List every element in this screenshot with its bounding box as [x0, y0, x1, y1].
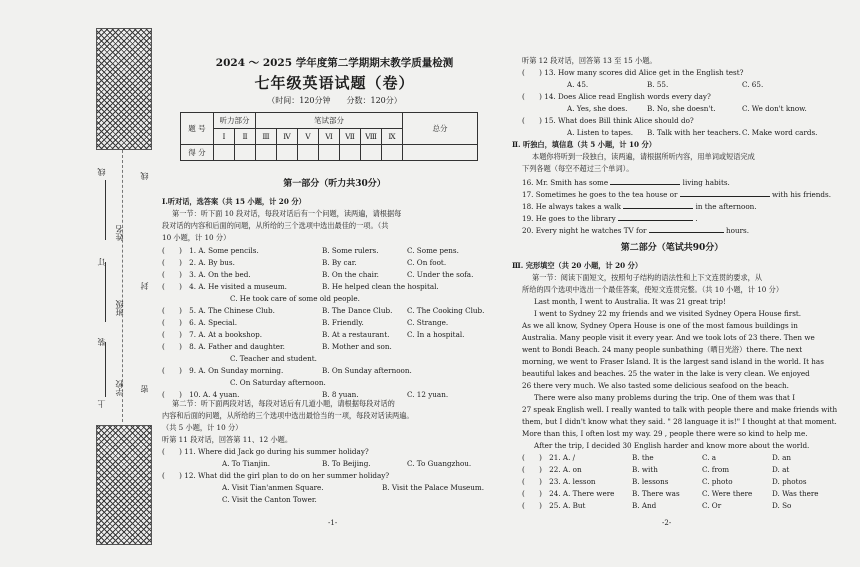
numeral-cell: Ⅶ — [340, 129, 361, 145]
time-score-info: （时间：120分钟 分数：120分） — [267, 96, 402, 105]
fill-question-18: 18. He always takes a walk in the afternoon. — [522, 202, 757, 211]
fill-question-17: 17. Sometimes he goes to the tea house or with his friends. — [522, 190, 832, 199]
passage-line: After the trip, I decided 30 English harder and know more about the world. — [534, 441, 810, 450]
q12-option-b: B. Visit the Palace Museum. — [382, 483, 485, 492]
question-12: ( ) 12. What did the girl plan to do on her summer holiday? — [162, 471, 390, 480]
answer-blank[interactable] — [610, 176, 680, 185]
q21-option-b: B. the — [632, 453, 654, 462]
section2-title: Ⅱ. 听独白，填信息（共 5 小题，计 10 分） — [512, 140, 656, 149]
numeral-cell: Ⅴ — [298, 129, 319, 145]
score-table-header: 题 号 — [181, 113, 214, 145]
score-cell[interactable] — [403, 145, 478, 161]
q5-option-b: B. The Dance Club. — [322, 306, 393, 315]
score-cell[interactable] — [277, 145, 298, 161]
q24-option-d: D. Was there — [772, 489, 819, 498]
q9-option-b: B. On Sunday afternoon. — [322, 366, 412, 375]
page-number-1: -1- — [328, 519, 338, 527]
total-header: 总分 — [403, 113, 478, 145]
score-cell[interactable] — [382, 145, 403, 161]
q8-option-b: B. Mother and son. — [322, 342, 392, 351]
question-9: ( ) 9. A. On Sunday morning. — [162, 366, 284, 375]
q4-option-c: C. He took care of some old people. — [230, 294, 360, 303]
passage-line: morning, we went to Fraser Island. It is the largest sand island in the world. It has — [522, 357, 824, 366]
exam-subject-title: 七年级英语试题（卷） — [254, 74, 415, 92]
section1-title: Ⅰ.听对话，选答案（共 15 小题，计 20 分） — [162, 197, 306, 206]
q21-option-d: D. an — [772, 453, 791, 462]
passage-line: As we all know, Sydney Opera House is one of the most famous buildings in — [522, 321, 798, 330]
section1-intro: 段对话的内容和后面的问题，从所给的三个选项中选出最佳的一项。（共 — [162, 221, 389, 230]
q2-option-c: C. On foot. — [407, 258, 447, 267]
fill-question-16: 16. Mr. Smith has some living habits. — [522, 178, 730, 187]
q24-option-b: B. There was — [632, 489, 680, 498]
school-blank-line — [105, 342, 106, 397]
q9-option-c: C. On Saturday afternoon. — [230, 378, 326, 387]
section3-intro: 第一节：阅读下面短文，按照句子结构的语法性和上下文连贯的要求，从 — [532, 273, 763, 282]
q3-option-b: B. On the chair. — [322, 270, 379, 279]
q8-option-c: C. Teacher and student. — [230, 354, 317, 363]
page-number-2: -2- — [662, 519, 672, 527]
class-label: 班级 — [115, 300, 124, 316]
numeral-cell: Ⅷ — [361, 129, 382, 145]
q13-option-b: B. 55. — [647, 80, 669, 89]
q14-option-c: C. We don't know. — [742, 104, 807, 113]
question-15: ( ) 15. What does Bill think Alice should do? — [522, 116, 694, 125]
answer-blank[interactable] — [623, 200, 693, 209]
question-13: ( ) 13. How many scores did Alice get in the English test? — [522, 68, 744, 77]
q11-option-b: B. To Beijing. — [322, 459, 371, 468]
score-cell[interactable] — [361, 145, 382, 161]
hatch-pattern-bottom — [96, 425, 152, 545]
q14-option-b: B. No, she doesn't. — [647, 104, 716, 113]
section2-intro: （共 5 小题，计 10 分） — [162, 423, 243, 432]
passage-line: 27 speak English well. I really wanted to talk with people there and make friends with — [522, 405, 838, 414]
section2-intro: 本题你将听到一段独白，读两遍，请根据所听内容，用单词或短语完成 — [532, 152, 755, 161]
q15-option-c: C. Make word cards. — [742, 128, 818, 137]
answer-blank[interactable] — [680, 188, 770, 197]
q13-option-c: C. 65. — [742, 80, 764, 89]
score-table — [180, 112, 478, 161]
passage-line: beautiful lakes and beaches. 25 the water in the lake is very clean. We enjoyed — [522, 369, 810, 378]
question-8: ( ) 8. A. Father and daughter. — [162, 342, 285, 351]
section2-intro: 第二节：听下面两段对话，每段对话后有几道小题，请根据每段对话的 — [172, 399, 395, 408]
score-row-label: 得 分 — [181, 145, 214, 161]
passage-line: More than this, I often lost my way. 29 , people there were so kind to help me. — [522, 429, 808, 438]
passage-line: Last month, I went to Australia. It was 21 great trip! — [534, 297, 726, 306]
question-1: ( ) 1. A. Some pencils. — [162, 246, 259, 255]
numeral-cell: Ⅱ — [235, 129, 256, 145]
margin-line-label-2: 线 — [140, 172, 149, 180]
q21-option-c: C. a — [702, 453, 717, 462]
q25-option-c: C. Or — [702, 501, 722, 510]
question-2: ( ) 2. A. By bus. — [162, 258, 235, 267]
q7-option-b: B. At a restaurant. — [322, 330, 390, 339]
q15-option-a: A. Listen to tapes. — [567, 128, 634, 137]
passage-line: them, but I didn't know what they said. " 28 language it is!" I thought at that moment. — [522, 417, 837, 426]
exam-year-title: 2024 ～ 2025 学年度第二学期期末教学质量检测 — [215, 57, 454, 69]
score-cell[interactable] — [214, 145, 235, 161]
margin-fold-label: 装 — [97, 338, 106, 346]
passage-line: I went to Sydney 22 my friends and we visited Sydney Opera House first. — [534, 309, 802, 318]
q13-option-a: A. 45. — [567, 80, 589, 89]
passage-line: went to Bondi Beach. 24 many people sunbathing（晒日光浴）there. The next — [522, 345, 803, 354]
q11-option-a: A. To Tianjin. — [222, 459, 271, 468]
q15-option-b: B. Talk with her teachers. — [647, 128, 741, 137]
q1-option-c: C. Some pens. — [407, 246, 459, 255]
question-5: ( ) 5. A. The Chinese Club. — [162, 306, 275, 315]
q10-option-c: C. 12 yuan. — [407, 390, 449, 399]
answer-blank[interactable] — [649, 224, 724, 233]
question-4: ( ) 4. A. He visited a museum. — [162, 282, 287, 291]
answer-blank[interactable] — [618, 212, 693, 221]
q12-option-c: C. Visit the Canton Tower. — [222, 495, 317, 504]
part2-title: 第二部分（笔试共90分） — [620, 243, 724, 253]
q4-option-b: B. He helped clean the hospital. — [322, 282, 439, 291]
question-10: ( ) 10. A. 4 yuan. — [162, 390, 240, 399]
q12-option-a: A. Visit Tian'anmen Square. — [222, 483, 324, 492]
question-6: ( ) 6. A. Special. — [162, 318, 238, 327]
name-label: 姓名 — [115, 225, 124, 241]
question-21: ( ) 21. A. / — [522, 453, 576, 462]
section3-title: Ⅲ. 完形填空（共 20 小题，计 20 分） — [512, 261, 643, 270]
fill-question-20: 20. Every night he watches TV for hours. — [522, 226, 750, 235]
margin-line-label: 线 — [97, 168, 106, 176]
q3-option-c: C. Under the sofa. — [407, 270, 474, 279]
passage-line: Australia. Many people visit it every year. And we took lots of 23 there. Then we — [522, 333, 815, 342]
q24-option-c: C. Were there — [702, 489, 753, 498]
q22-option-c: C. from — [702, 465, 730, 474]
q11-option-c: C. To Guangzhou. — [407, 459, 472, 468]
name-blank-line — [105, 180, 106, 240]
numeral-cell: Ⅵ — [319, 129, 340, 145]
q22-option-b: B. with — [632, 465, 658, 474]
question-24: ( ) 24. A. There were — [522, 489, 615, 498]
q14-option-a: A. Yes, she does. — [567, 104, 628, 113]
passage-line: There were also many problems during the trip. One of them was that I — [534, 393, 796, 402]
score-cell[interactable] — [298, 145, 319, 161]
score-cell[interactable] — [340, 145, 361, 161]
q6-option-b: B. Friendly. — [322, 318, 364, 327]
section2-intro: 下列各题（每空不超过三个单词）。 — [522, 164, 634, 173]
numeral-cell: Ⅰ — [214, 129, 235, 145]
section1-intro: 第一节：听下面 10 段对话，每段对话后有一个问题，读两遍，请根据每 — [172, 209, 402, 218]
dialogue12-intro: 听第 12 段对话，回答第 13 至 15 小题。 — [522, 56, 657, 65]
passage-line: 26 there very much. We also tasted some delicious seafood on the beach. — [522, 381, 789, 390]
q22-option-d: D. at — [772, 465, 790, 474]
numeral-cell: Ⅸ — [382, 129, 403, 145]
score-cell[interactable] — [256, 145, 277, 161]
question-22: ( ) 22. A. on — [522, 465, 582, 474]
q23-option-c: C. photo — [702, 477, 733, 486]
question-3: ( ) 3. A. On the bed. — [162, 270, 251, 279]
numeral-cell: Ⅳ — [277, 129, 298, 145]
q6-option-c: C. Strange. — [407, 318, 449, 327]
written-header: 笔试部分 — [256, 113, 403, 129]
school-label: 学校 — [115, 380, 124, 396]
q25-option-b: B. And — [632, 501, 657, 510]
dialogue11-intro: 听第 11 段对话，回答第 11、12 小题。 — [162, 435, 293, 444]
question-11: ( ) 11. Where did Jack go during his summer holiday? — [162, 447, 369, 456]
question-14: ( ) 14. Does Alice read English words every day? — [522, 92, 711, 101]
q10-option-b: B. 8 yuan. — [322, 390, 359, 399]
q5-option-c: C. The Cooking Club. — [407, 306, 485, 315]
q23-option-d: D. photos — [772, 477, 807, 486]
question-7: ( ) 7. A. At a bookshop. — [162, 330, 263, 339]
q7-option-c: C. In a hospital. — [407, 330, 465, 339]
margin-seal-label: 封 — [140, 282, 149, 290]
q1-option-b: B. Some rulers. — [322, 246, 379, 255]
margin-dense-label: 密 — [140, 385, 149, 393]
section3-intro: 所给的四个选项中选出一个最佳答案，使短文连贯完整。（共 10 小题，计 10 分） — [522, 285, 784, 294]
margin-up-label: 上 — [97, 400, 106, 408]
question-23: ( ) 23. A. lesson — [522, 477, 596, 486]
margin-bind-label: 订 — [97, 258, 106, 266]
score-cell[interactable] — [319, 145, 340, 161]
section2-intro: 内容和后面的问题，从所给的三个选项中选出最恰当的一项，每段对话读两遍。 — [162, 411, 414, 420]
numeral-cell: Ⅲ — [256, 129, 277, 145]
q23-option-b: B. lessons — [632, 477, 669, 486]
hatch-pattern-top — [96, 28, 152, 150]
section1-intro: 10 小题，计 10 分） — [162, 233, 231, 242]
q2-option-b: B. By car. — [322, 258, 357, 267]
listening-header: 听力部分 — [214, 113, 256, 129]
class-blank-line — [105, 262, 106, 322]
score-cell[interactable] — [235, 145, 256, 161]
fill-question-19: 19. He goes to the library . — [522, 214, 698, 223]
question-25: ( ) 25. A. But — [522, 501, 586, 510]
q25-option-d: D. So — [772, 501, 792, 510]
part1-title: 第一部分（听力共30分） — [283, 179, 386, 189]
